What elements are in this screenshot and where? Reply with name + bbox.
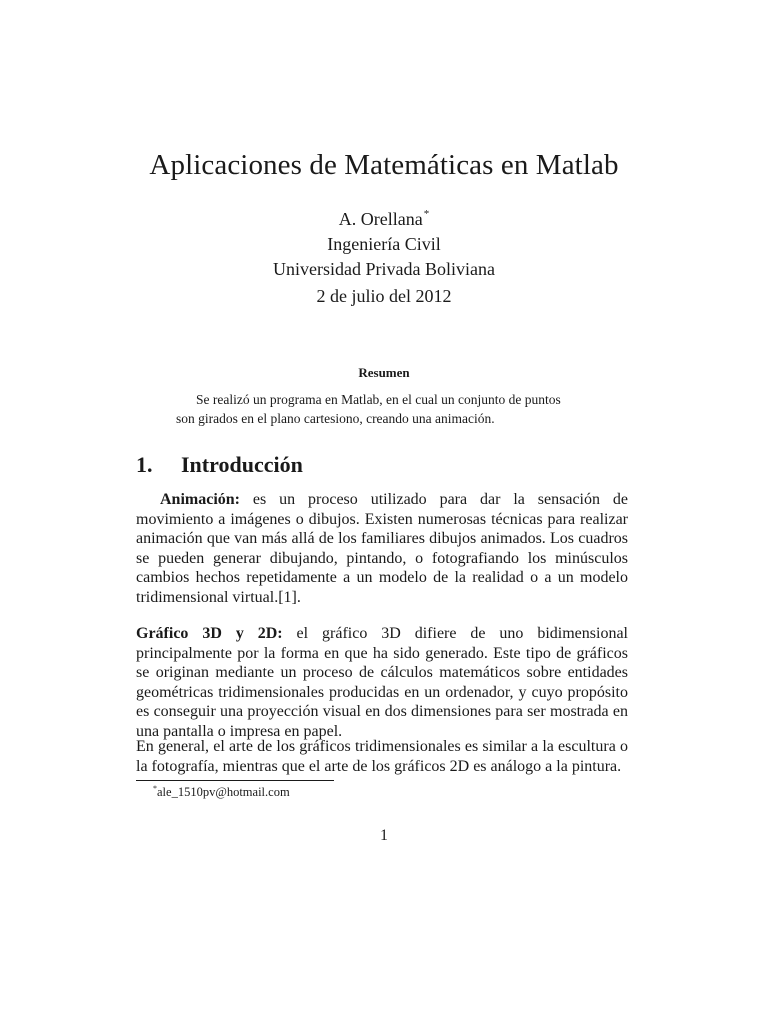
paragraph-general: En general, el arte de los gráficos tridimensionales es similar a la escultura o la fotografía, mientras que el arte de los gráficos 2D es análogo a la pintura.: [136, 738, 628, 775]
paragraph-animacion: [136, 490, 628, 607]
page-number: 1: [380, 827, 388, 844]
section-heading: [136, 452, 303, 478]
author-line: [0, 202, 768, 232]
paragraph-text: el gráfico 3D difiere de uno bidimensional principalmente por la forma en que ha sido generado. Este tipo de gráficos se originan mediante un proceso de cálculos matemáticos sobre entidades geométricas tridimensionales producidas en un ordenador, y cuyo propósito es conseguir una proyección visual en dos dimensiones para ser mostrada en una pantalla o impresa en papel.: [136, 625, 628, 740]
section-title: Introducción: [181, 452, 303, 477]
author-university: Universidad Privada Boliviana: [273, 259, 495, 279]
footnote-divider: [136, 780, 334, 781]
paragraph-text: es un proceso utilizado para dar la sensación de movimiento a imágenes o dibujos. Existen numerosas técnicas para realizar animación que van más allá de los familiares dibujos animados. Los cuadros se pueden generar dibujando, pintando, o fotografiando los minúsculos cambios hechos repetidamente a un modelo de la realidad o a un modelo tridimensional virtual.[1].: [136, 491, 628, 606]
abstract-line-1: Se realizó un programa en Matlab, en el cual un conjunto de puntos: [196, 392, 561, 407]
author-block: [0, 202, 768, 282]
abstract-body: [176, 390, 616, 428]
paragraph-term: Animación:: [160, 491, 240, 508]
paragraph-term: Gráfico 3D y 2D:: [136, 625, 283, 642]
section-number: 1.: [136, 452, 153, 477]
abstract-line-2: son girados en el plano cartesiono, creando una animación.: [176, 411, 495, 426]
paper-date: 2 de julio del 2012: [316, 286, 452, 306]
author-name: A. Orellana: [338, 209, 423, 229]
author-department: Ingeniería Civil: [327, 234, 441, 254]
footnote-email: ale_1510pv@hotmail.com: [157, 785, 290, 799]
footnote-marker: *: [153, 784, 157, 793]
paper-title: Aplicaciones de Matemáticas en Matlab: [149, 149, 619, 181]
abstract-heading: Resumen: [358, 365, 410, 380]
paragraph-grafico: [136, 624, 628, 741]
author-footnote-marker: *: [423, 208, 430, 220]
footnote: [153, 784, 290, 800]
